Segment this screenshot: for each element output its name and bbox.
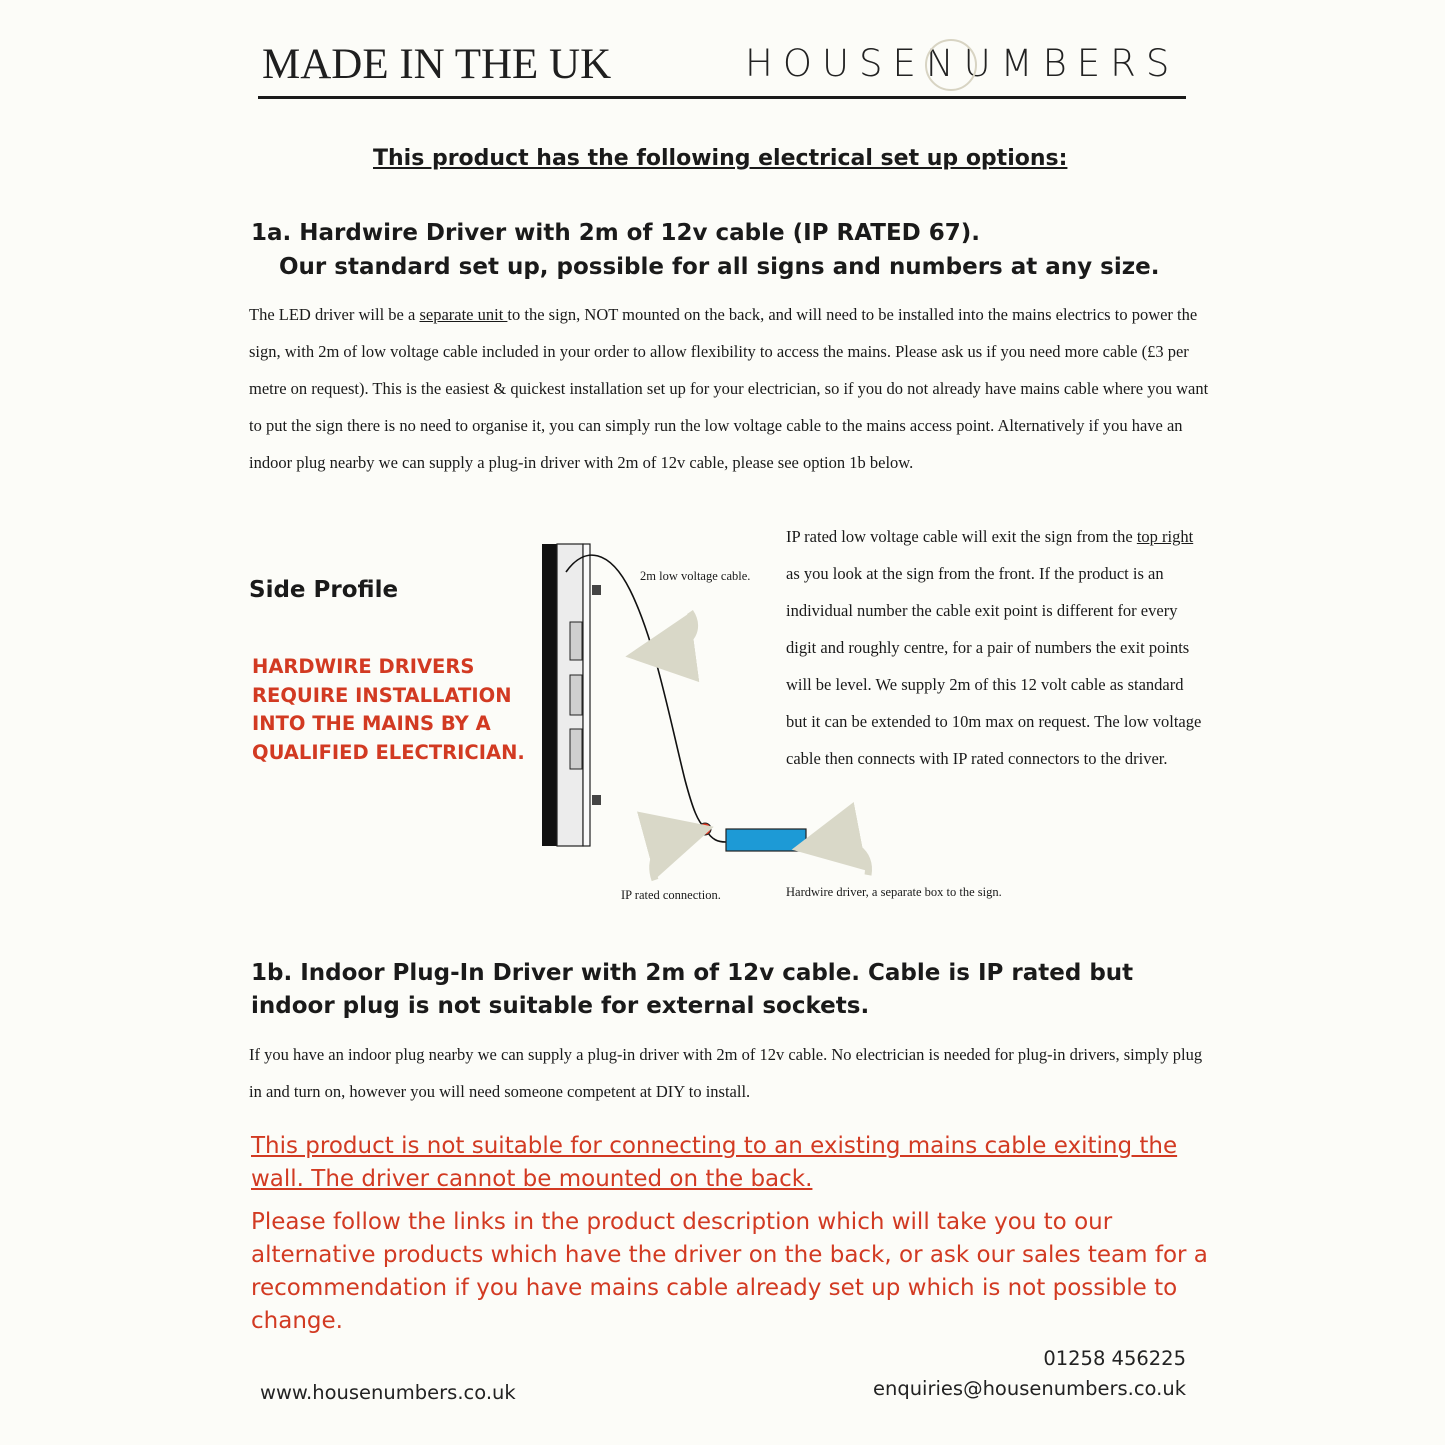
para-text-end: to the sign, NOT mounted on the back, and will need to be installed into the mains electrics to power the sign, with 2m of low voltage cable included in your order to allow flexibility to access the mains. Please ask us if you need more cable (£3 per metre on request). This is the easiest & quickest installation set up for your electrician, so if you do not already have mains cable where you want to put the sign there is no need to organise it, you can simply run the low voltage cable to the mains access point. Alternatively if you have an indoor plug nearby we can supply a plug-in driver with 2m of 12v cable, please see option 1b below. xyxy=(249,305,1209,472)
alternative-products-note: Please follow the links in the product description which will take you to our alternative products which have the driver on the back, or ask our sales team for a recommendation if you have mains cable already set up which is not possible to change. xyxy=(251,1209,1208,1334)
driver-label: Hardwire driver, a separate box to the sign. xyxy=(786,885,1002,899)
sign-back-panel xyxy=(542,544,557,846)
option-1a-title-line1: 1a. Hardwire Driver with 2m of 12v cable (IP RATED 67). xyxy=(251,220,981,246)
hardwire-warning xyxy=(252,653,525,767)
option-1b-title: 1b. Indoor Plug-In Driver with 2m of 12v cable. Cable is IP rated but indoor plug is not suitable for external sockets. xyxy=(251,960,1134,1019)
mount-bracket xyxy=(592,585,601,595)
arrow-icon xyxy=(826,842,869,875)
desc-underlined: top right xyxy=(1136,527,1194,546)
warning-line: INTO THE MAINS BY A xyxy=(252,712,491,735)
warning-line: REQUIRE INSTALLATION xyxy=(252,683,512,707)
led-block xyxy=(570,729,582,769)
warning-line: HARDWIRE DRIVERS xyxy=(252,655,475,678)
para-underlined: separate unit xyxy=(419,305,508,324)
led-block xyxy=(570,675,582,715)
email-link[interactable]: enquiries@housenumbers.co.uk xyxy=(872,1377,1186,1400)
brand-name: HOUSENUMBERS xyxy=(745,42,1180,85)
option-1a-paragraph xyxy=(249,296,1209,481)
header-divider xyxy=(258,96,1186,99)
option-1b-paragraph: If you have an indoor plug nearby we can supply a plug-in driver with 2m of 12v cable. No electrician is needed for plug-in drivers, simply plug in and turn on, however you will need someone competent at DIY to install. xyxy=(249,1045,1203,1101)
ip-connector-icon xyxy=(699,823,711,835)
option-1a-title-line2: Our standard set up, possible for all signs and numbers at any size. xyxy=(279,254,1160,280)
mount-bracket xyxy=(592,795,601,805)
cable-label: 2m low voltage cable. xyxy=(640,569,751,583)
para-text-start: The LED driver will be a xyxy=(249,305,420,324)
sign-front-face xyxy=(583,544,590,846)
arrow-icon xyxy=(653,836,680,880)
website-link[interactable]: www.housenumbers.co.uk xyxy=(260,1381,516,1404)
side-profile-description xyxy=(786,518,1206,777)
desc-text-end: as you look at the sign from the front. If the product is an individual number the cable exit point is different for every digit and roughly centre, for a pair of numbers the exit points will be level. We supply 2m of this 12 volt cable as standard but it can be extended to 10m max on request. The low voltage cable then connects with IP rated connectors to the driver. xyxy=(786,564,1202,768)
connection-label: IP rated connection. xyxy=(621,888,721,902)
warning-line: QUALIFIED ELECTRICIAN. xyxy=(252,740,525,764)
logo-ring-icon xyxy=(925,39,977,91)
desc-text-start: IP rated low voltage cable will exit the sign from the xyxy=(786,527,1137,546)
option-1a-title xyxy=(251,216,1159,284)
side-profile-title: Side Profile xyxy=(249,577,399,603)
made-in-uk-title: MADE IN THE UK xyxy=(262,41,612,88)
page-heading: This product has the following electrical set up options: xyxy=(373,146,1068,171)
brand-logo xyxy=(745,42,1185,94)
arrow-icon xyxy=(660,612,695,652)
hardwire-driver-box xyxy=(726,829,806,851)
phone-number[interactable]: 01258 456225 xyxy=(1043,1347,1186,1370)
not-suitable-warning: This product is not suitable for connecting to an existing mains cable exiting the wall. The driver cannot be mounted on the back. xyxy=(251,1133,1178,1192)
led-block xyxy=(570,622,582,660)
